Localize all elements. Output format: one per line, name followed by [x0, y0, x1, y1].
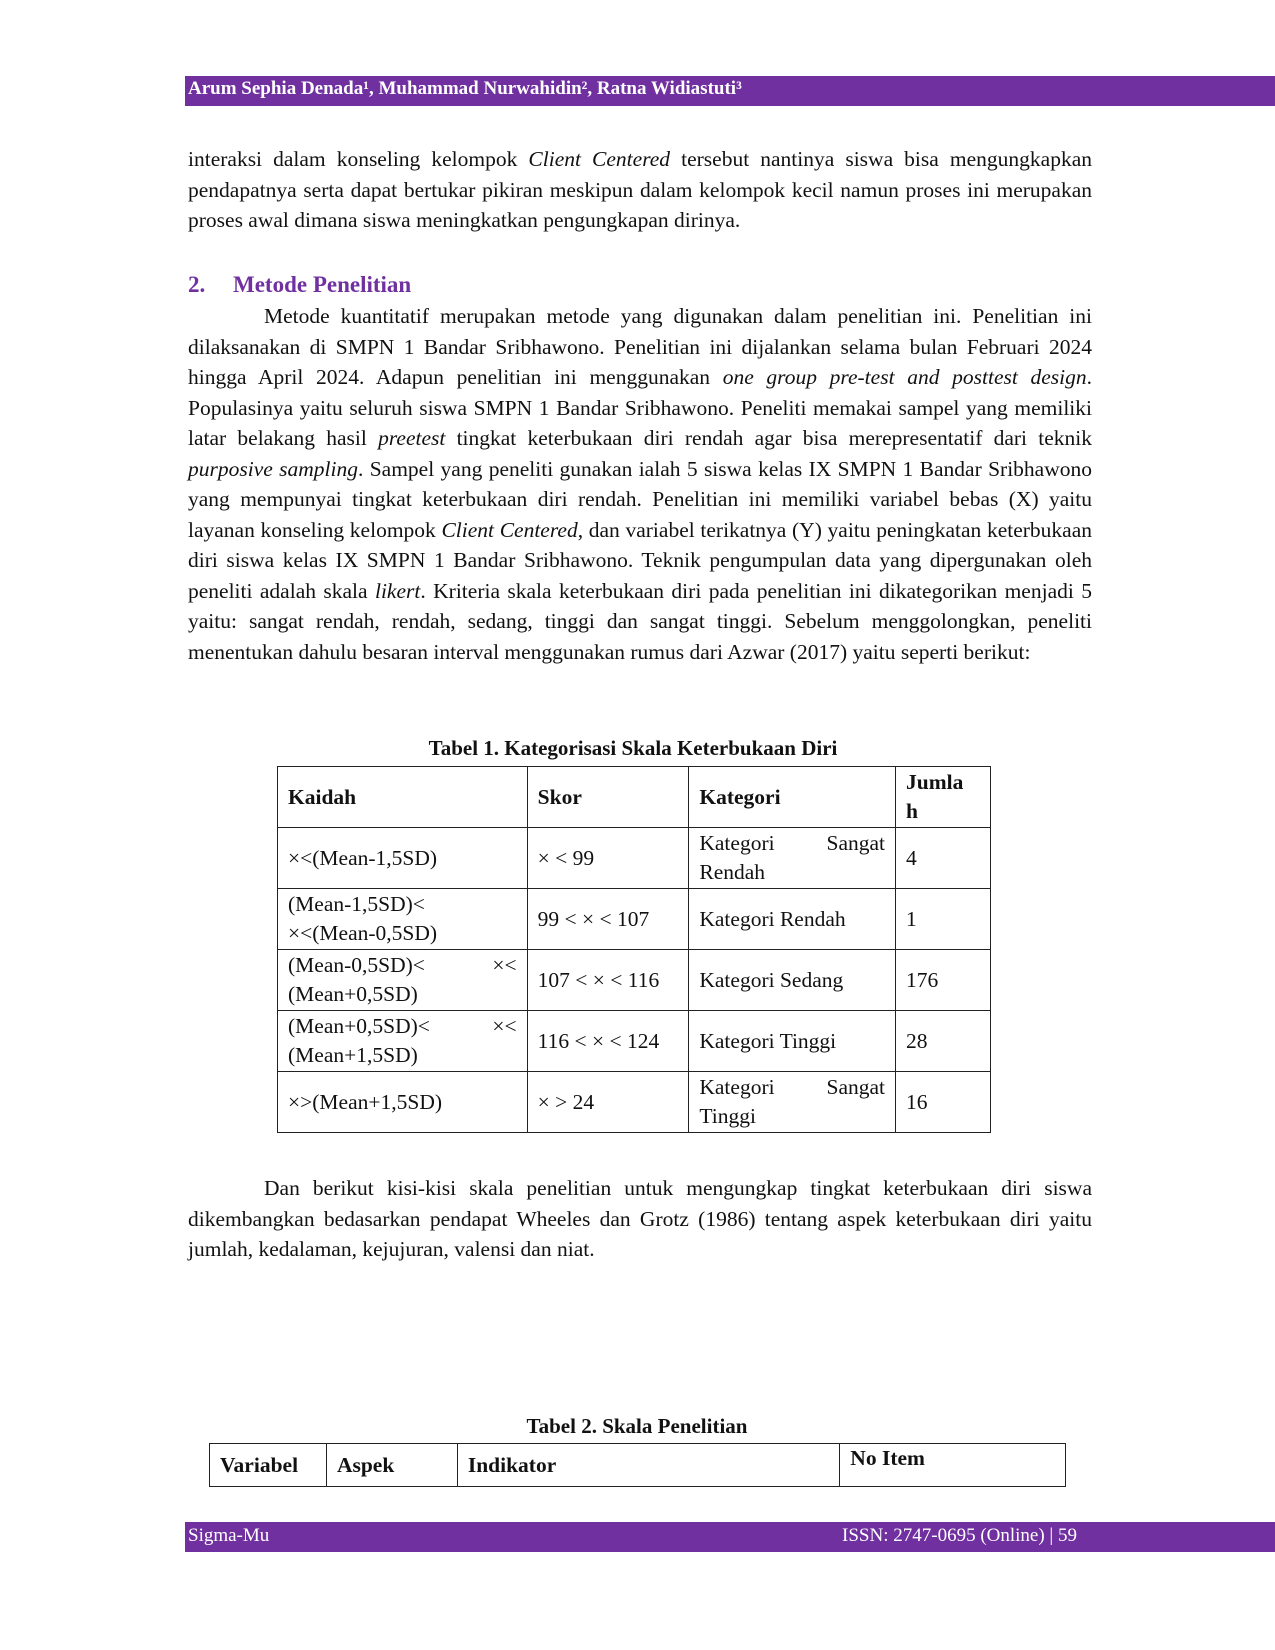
- table1-caption: Tabel 1. Kategorisasi Skala Keterbukaan Diri: [428, 736, 838, 760]
- table1-cell-kategori: Kategori Rendah: [689, 889, 896, 950]
- intro-paragraph: interaksi dalam konseling kelompok Client Centered tersebut nantinya siswa bisa mengungkapkan pendapatnya serta dapat bertukar pikiran meskipun dalam kelompok kecil namun proses ini merupakan proses awal dimana siswa meningkatkan pengungkapan dirinya.: [188, 147, 1092, 232]
- table2-caption: Tabel 2. Skala Penelitian: [526, 1414, 748, 1438]
- table1-cell-jumlah: 1: [896, 889, 991, 950]
- table-row: [278, 828, 991, 889]
- table1-header-skor: Skor: [527, 767, 689, 828]
- table1: [277, 766, 991, 1133]
- table-row: [278, 1011, 991, 1072]
- footer-bar: [185, 1522, 1275, 1552]
- table1-header-jumlah: Jumla h: [896, 767, 991, 828]
- table1-cell-kaidah: ×<(Mean-1,5SD): [278, 828, 528, 889]
- table1-cell-skor: 116 < × < 124: [527, 1011, 689, 1072]
- table1-cell-kaidah: (Mean-1,5SD)< ×<(Mean-0,5SD): [278, 889, 528, 950]
- table-row: [278, 950, 991, 1011]
- table1-cell-kategori: Kategori Sangat Tinggi: [689, 1072, 896, 1133]
- table2-header-aspek: Aspek: [326, 1444, 457, 1487]
- table2-header-indikator: Indikator: [457, 1444, 839, 1487]
- table1-cell-skor: × < 99: [527, 828, 689, 889]
- table2-header-row: [210, 1444, 1066, 1487]
- table1-cell-skor: 99 < × < 107: [527, 889, 689, 950]
- table1-header-kaidah: Kaidah: [278, 767, 528, 828]
- table1-cell-jumlah: 16: [896, 1072, 991, 1133]
- table-row: [278, 1072, 991, 1133]
- footer-issn-page: ISSN: 2747-0695 (Online) | 59: [842, 1525, 1077, 1546]
- table-row: [278, 889, 991, 950]
- section-title: Metode Penelitian: [233, 272, 412, 297]
- section-heading: [188, 272, 411, 298]
- table1-cell-kaidah: (Mean-0,5SD)< ×< (Mean+0,5SD): [278, 950, 528, 1011]
- closing-paragraph: Dan berikut kisi-kisi skala penelitian untuk mengungkap tingkat keterbukaan diri siswa dikembangkan bedasarkan pendapat Wheeles dan Grotz (1986) tentang aspek keterbukaan diri yaitu jumlah, kedalaman, kejujuran, valensi dan niat.: [188, 1176, 1092, 1261]
- table1-header-kategori: Kategori: [689, 767, 896, 828]
- table1-cell-jumlah: 4: [896, 828, 991, 889]
- table1-cell-kategori: Kategori Sedang: [689, 950, 896, 1011]
- table2-header-variabel: Variabel: [210, 1444, 327, 1487]
- table1-cell-jumlah: 176: [896, 950, 991, 1011]
- method-paragraph: Metode kuantitatif merupakan metode yang digunakan dalam penelitian ini. Penelitian ini dilaksanakan di SMPN 1 Bandar Sribhawono. Penelitian ini dijalankan selama bulan Februari 2024 hingga April 2024. Adapun penelitian ini menggunakan one group pre-test and posttest design. Populasinya yaitu seluruh siswa SMPN 1 Bandar Sribhawono. Peneliti memakai sampel yang memiliki latar belakang hasil preetest tingkat keterbukaan diri rendah agar bisa merepresentatif dari teknik purposive sampling. Sampel yang peneliti gunakan ialah 5 siswa kelas IX SMPN 1 Bandar Sribhawono yang mempunyai tingkat keterbukaan diri rendah. Penelitian ini memiliki variabel bebas (X) yaitu layanan konseling kelompok Client Centered, dan variabel terikatnya (Y) yaitu peningkatan keterbukaan diri siswa kelas IX SMPN 1 Bandar Sribhawono. Teknik pengumpulan data yang dipergunakan oleh peneliti adalah skala likert. Kriteria skala keterbukaan diri pada penelitian ini dikategorikan menjadi 5 yaitu: sangat rendah, rendah, sedang, tinggi dan sangat tinggi. Sebelum menggolongkan, peneliti menentukan dahulu besaran interval menggunakan rumus dari Azwar (2017) yaitu seperti berikut:: [188, 304, 1092, 664]
- section-number: 2.: [188, 272, 206, 297]
- table1-cell-kaidah: (Mean+0,5SD)< ×< (Mean+1,5SD): [278, 1011, 528, 1072]
- table1-cell-kaidah: ×>(Mean+1,5SD): [278, 1072, 528, 1133]
- header-authors: Arum Sephia Denada¹, Muhammad Nurwahidin², Ratna Widiastuti³: [188, 78, 742, 99]
- table1-cell-skor: × > 24: [527, 1072, 689, 1133]
- table1-cell-kategori: Kategori Sangat Rendah: [689, 828, 896, 889]
- table1-cell-jumlah: 28: [896, 1011, 991, 1072]
- table2-header-no-item: No Item: [840, 1444, 1066, 1487]
- table2: [209, 1443, 1066, 1487]
- footer-journal: Sigma-Mu: [188, 1525, 270, 1546]
- table1-header-row: [278, 767, 991, 828]
- table1-cell-kategori: Kategori Tinggi: [689, 1011, 896, 1072]
- table1-cell-skor: 107 < × < 116: [527, 950, 689, 1011]
